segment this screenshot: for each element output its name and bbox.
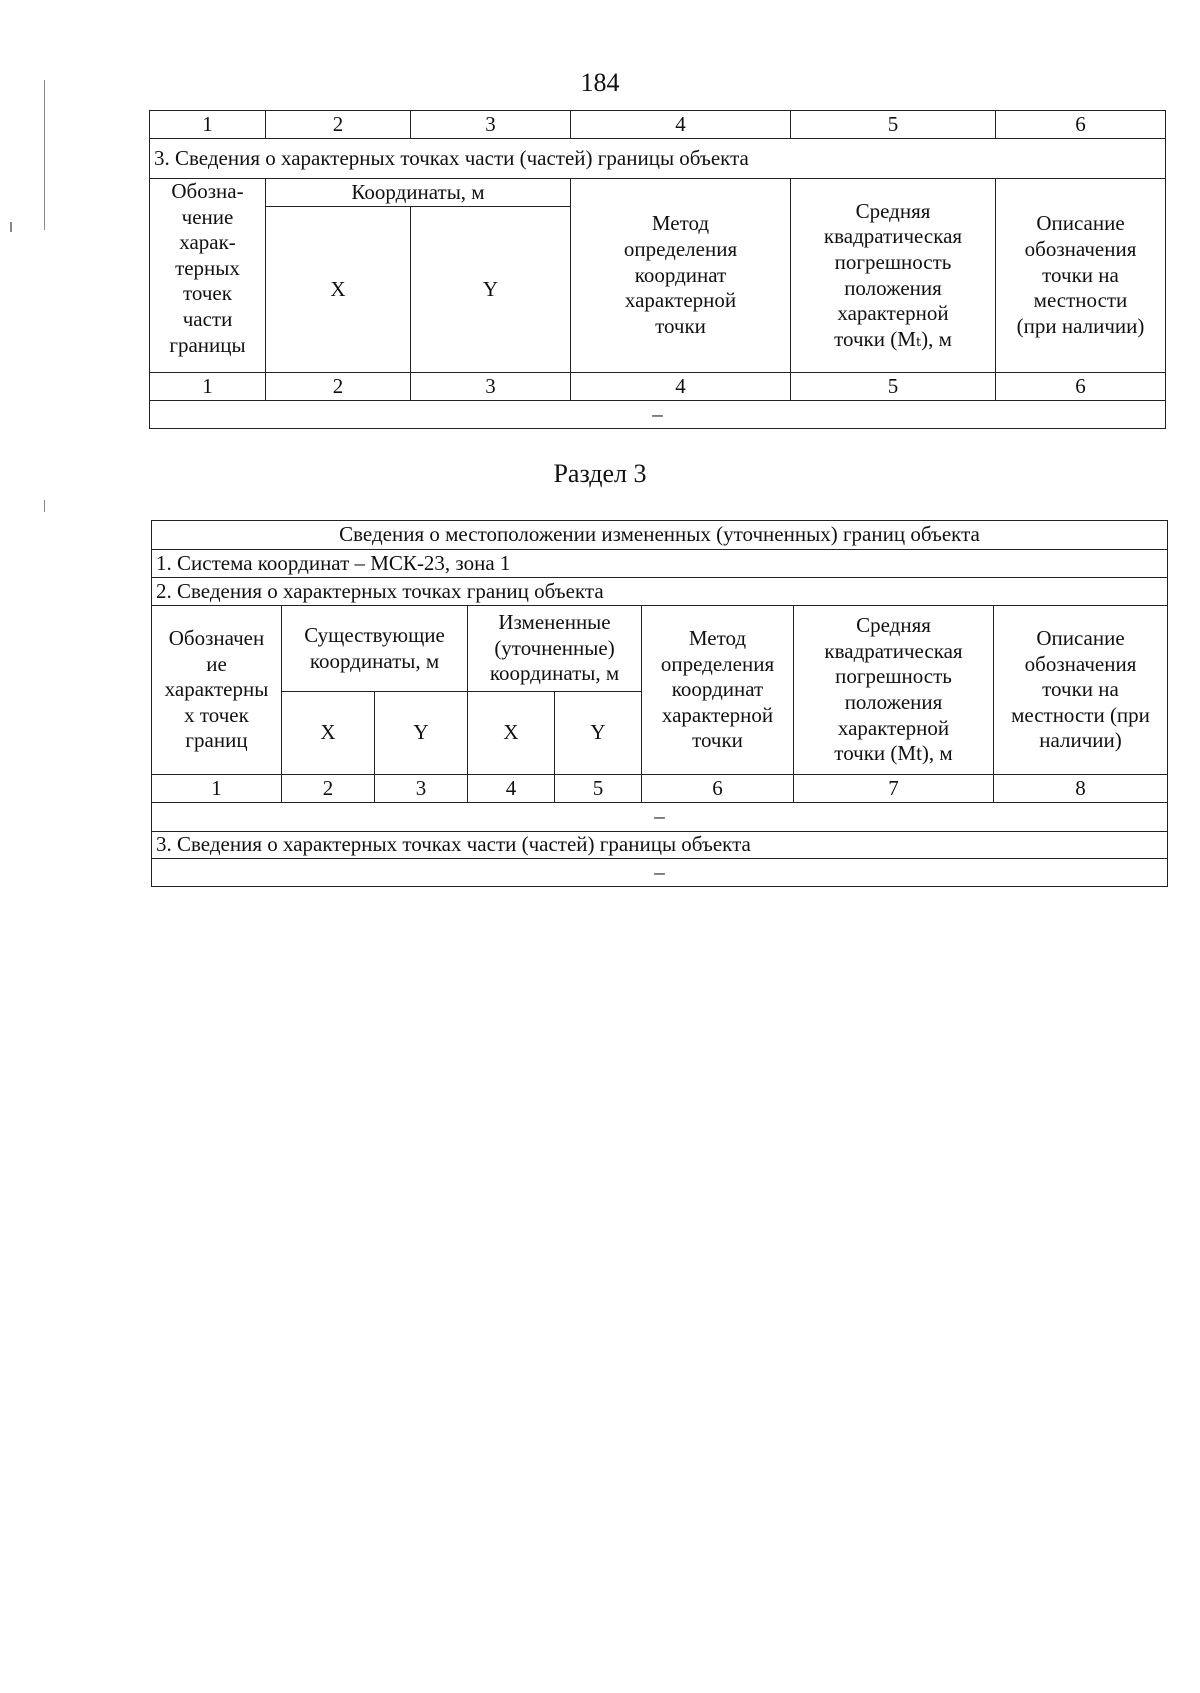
header-number: 4 <box>571 373 791 401</box>
column-number: 6 <box>996 111 1166 139</box>
changed-coordinates-header: Измененные (уточненные) координаты, м <box>468 606 642 692</box>
boundary-parts-table <box>149 110 1166 429</box>
column-number-row <box>150 111 1166 139</box>
coordinates-header: Координаты, м <box>266 179 571 207</box>
description-header: Описание обозначения точки на местности (при наличии) <box>994 606 1168 775</box>
existing-coordinates-header: Существующие координаты, м <box>282 606 468 692</box>
header-number-row <box>150 373 1166 401</box>
parts-empty-marker: – <box>152 859 1168 887</box>
scan-artifact <box>44 500 45 512</box>
x-header: X <box>266 207 411 373</box>
header-number: 7 <box>794 775 994 803</box>
column-number: 1 <box>150 111 266 139</box>
parts-title: 3. Сведения о характерных точках части (частей) границы объекта <box>152 832 1168 859</box>
column-number: 2 <box>266 111 411 139</box>
y-existing-header: Y <box>375 692 468 775</box>
scan-artifact <box>10 222 12 232</box>
description-header: Описание обозначения точки на местности (при наличии) <box>996 179 1166 373</box>
section-title: 3. Сведения о характерных точках части (частей) границы объекта <box>150 139 1166 179</box>
header-number: 1 <box>150 373 266 401</box>
header-number: 8 <box>994 775 1168 803</box>
method-header: Метод определения координат характерной точки <box>571 179 791 373</box>
column-number: 4 <box>571 111 791 139</box>
scan-artifact <box>44 80 45 230</box>
header-number: 4 <box>468 775 555 803</box>
changed-boundaries-table <box>151 520 1168 887</box>
header-number: 2 <box>282 775 375 803</box>
header-number: 3 <box>375 775 468 803</box>
x-changed-header: X <box>468 692 555 775</box>
point-designation-header: Обозначен ие характерны х точек границ <box>152 606 282 775</box>
x-existing-header: X <box>282 692 375 775</box>
header-number: 3 <box>411 373 571 401</box>
header-number: 5 <box>791 373 996 401</box>
y-header: Y <box>411 207 571 373</box>
header-number: 6 <box>996 373 1166 401</box>
y-changed-header: Y <box>555 692 642 775</box>
table-title: Сведения о местоположении измененных (уточненных) границ объекта <box>152 521 1168 550</box>
method-header: Метод определения координат характерной точки <box>642 606 794 775</box>
section-heading: Раздел 3 <box>553 459 647 488</box>
header-number: 5 <box>555 775 642 803</box>
error-header: Средняя квадратическая погрешность положения характерной точки (Mₜ), м <box>791 179 996 373</box>
points-title: 2. Сведения о характерных точках границ объекта <box>152 578 1168 606</box>
header-number-row <box>152 775 1168 803</box>
point-designation-header: Обозна- чение харак- терных точек части границы <box>150 179 266 373</box>
column-number: 3 <box>411 111 571 139</box>
empty-marker: – <box>152 803 1168 832</box>
empty-marker: – <box>150 401 1166 429</box>
page-number: 184 <box>580 68 620 97</box>
header-number: 6 <box>642 775 794 803</box>
header-number: 2 <box>266 373 411 401</box>
error-header: Средняя квадратическая погрешность положения характерной точки (Mt), м <box>794 606 994 775</box>
coordinate-system: 1. Система координат – МСК-23, зона 1 <box>152 550 1168 578</box>
header-number: 1 <box>152 775 282 803</box>
column-number: 5 <box>791 111 996 139</box>
